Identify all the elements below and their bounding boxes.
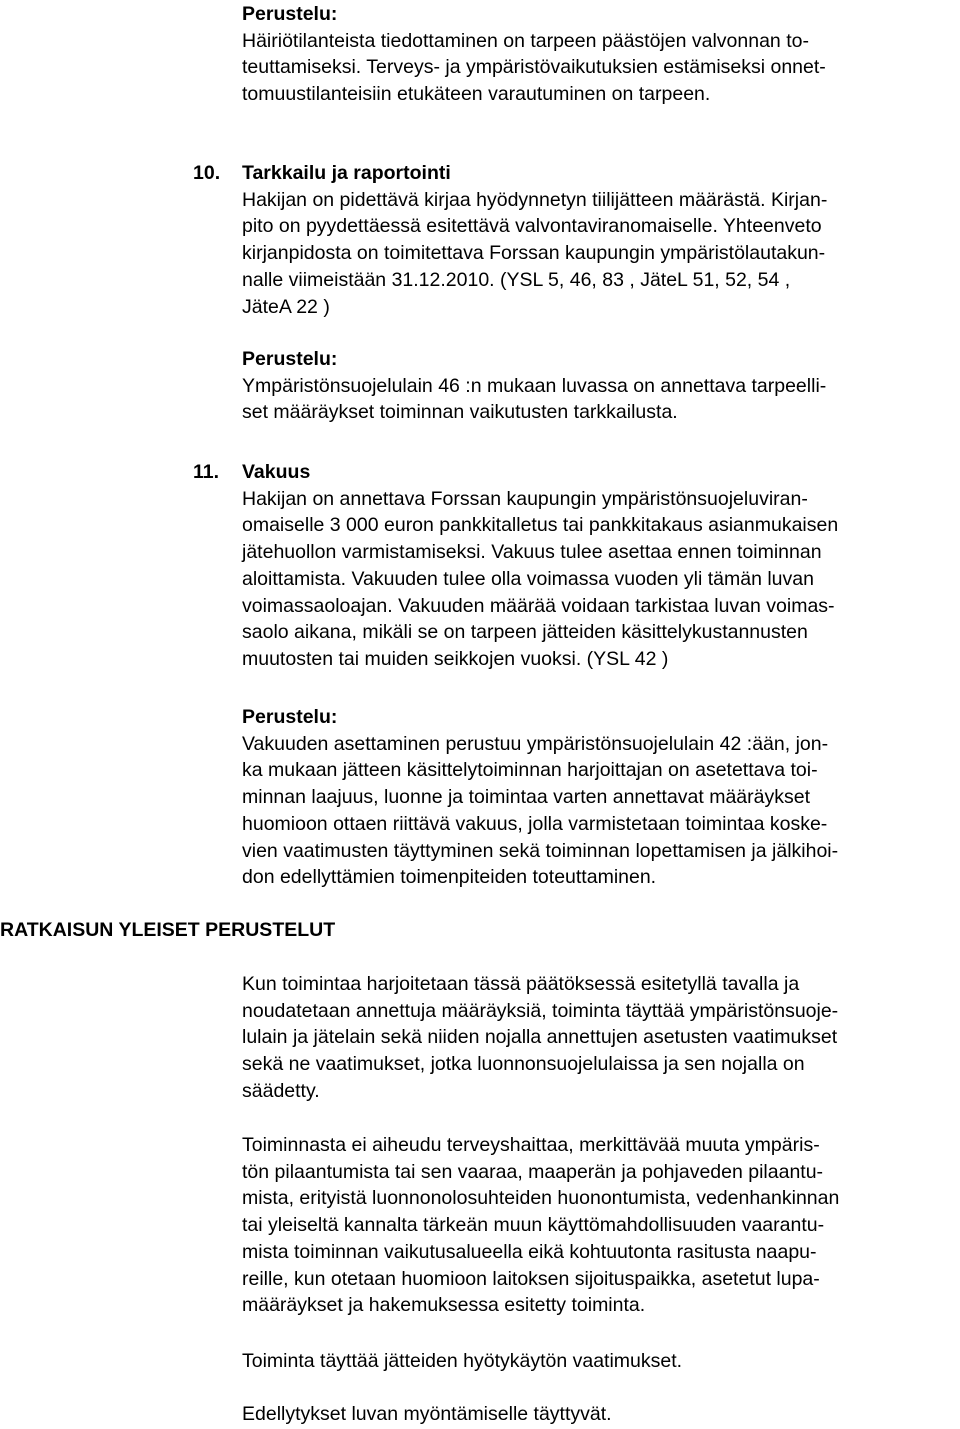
text-line: don edellyttämien toimenpiteiden toteuttaminen. [242,866,657,889]
text-line: Hakijan on pidettävä kirjaa hyödynnetyn tiilijätteen määrästä. Kirjan- [242,188,828,211]
text-line: tai yleiseltä kannalta tärkeän muun käyttömahdollisuuden vaarantu- [242,1214,825,1237]
section-number: 11. [193,461,220,483]
section-title: Tarkkailu ja raportointi [242,162,451,184]
text-line: noudatetaan annettuja määräyksiä, toiminta täyttää ympäristönsuoje- [242,999,839,1022]
perustelu-block-2 [242,346,958,426]
text-line: sekä ne vaatimukset, jotka luonnonsuojelulaissa ja sen nojalla on [242,1053,805,1076]
text-line: saolo aikana, mikäli se on tarpeen jätteiden käsittelykustannusten [242,621,808,644]
text-line: voimassaoloajan. Vakuuden määrää voidaan tarkistaa luvan voimas- [242,594,835,617]
text-line: lulain ja jätelain sekä niiden nojalla annettujen asetusten vaatimukset [242,1026,838,1049]
text-line: reille, kun otetaan huomioon laitoksen sijoituspaikka, asetetut lupa- [242,1267,820,1290]
text-line: mista, erityistä luonnonolosuhteiden huonontumista, vedenhankinnan [242,1187,840,1210]
text-line: pito on pyydettäessä esitettävä valvontaviranomaiselle. Yhteenveto [242,215,822,238]
section-11 [242,459,958,673]
text-line: aloittamista. Vakuuden tulee olla voimassa vuoden yli tämän luvan [242,567,814,590]
text-line: määräykset ja hakemuksessa esitetty toiminta. [242,1294,646,1317]
text-line: Ympäristönsuojelulain 46 :n mukaan luvassa on annettava tarpeelli- [242,374,827,397]
section-title: Vakuus [242,461,311,483]
text-line: ka mukaan jätteen käsittelytoiminnan harjoittajan on asetettava toi- [242,759,818,782]
text-line: kirjanpidosta on toimitettava Forssan kaupungin ympäristölautakun- [242,242,826,265]
perustelu-heading: Perustelu: [242,348,338,370]
section-10 [242,160,958,320]
text-line: Häiriötilanteista tiedottaminen on tarpeen päästöjen valvonnan to- [242,29,809,52]
text-line: set määräykset toiminnan vaikutusten tarkkailusta. [242,401,678,424]
text-line: nalle viimeistään 31.12.2010. (YSL 5, 46, 83 , JäteL 51, 52, 54 , [242,268,791,291]
perustelu-block-3 [242,704,958,891]
text-line: vien vaatimusten täyttyminen sekä toiminnan lopettamisen ja jälkihoi- [242,839,839,862]
text-line: minnan laajuus, luonne ja toimintaa varten annettavat määräykset [242,786,811,809]
section-number: 10. [193,162,221,184]
text-line: jätehuollon varmistamiseksi. Vakuus tulee asettaa ennen toiminnan [242,541,822,564]
text-line: teuttamiseksi. Terveys- ja ympäristövaikutuksien estämiseksi onnet- [242,56,826,79]
paragraph-3 [242,1348,958,1375]
text-line: muutosten tai muiden seikkojen vuoksi. (YSL 42 ) [242,647,669,670]
perustelu-block-1 [242,1,958,108]
text-line: Toiminta täyttää jätteiden hyötykäytön vaatimukset. [242,1350,683,1372]
perustelu-heading: Perustelu: [242,706,338,728]
text-line: säädetty. [242,1079,320,1102]
perustelu-heading: Perustelu: [242,3,338,25]
text-line: Kun toimintaa harjoitetaan tässä päätöksessä esitetyllä tavalla ja [242,973,800,995]
paragraph-1 [242,971,958,1105]
paragraph-4 [242,1401,958,1428]
text-line: tomuustilanteisiin etukäteen varautuminen on tarpeen. [242,83,711,106]
text-line: Hakijan on annettava Forssan kaupungin ympäristönsuojeluviran- [242,487,808,510]
text-line: mista toiminnan vaikutusalueella eikä kohtuutonta rasitusta naapu- [242,1240,817,1263]
paragraph-2 [242,1132,958,1319]
text-line: huomioon ottaen riittävä vakuus, jolla varmistetaan toimintaa koske- [242,812,828,835]
text-line: Toiminnasta ei aiheudu terveyshaittaa, merkittävää muuta ympäris- [242,1134,820,1156]
section-heading: RATKAISUN YLEISET PERUSTELUT [0,919,336,941]
text-line: JäteA 22 ) [242,295,330,318]
text-line: omaiselle 3 000 euron pankkitalletus tai pankkitakaus asianmukaisen [242,514,839,537]
text-line: Vakuuden asettaminen perustuu ympäristönsuojelulain 42 :ään, jon- [242,732,829,755]
text-line: Edellytykset luvan myöntämiselle täyttyvät. [242,1403,612,1425]
text-line: tön pilaantumista tai sen vaaraa, maaperän ja pohjaveden pilaantu- [242,1160,824,1183]
